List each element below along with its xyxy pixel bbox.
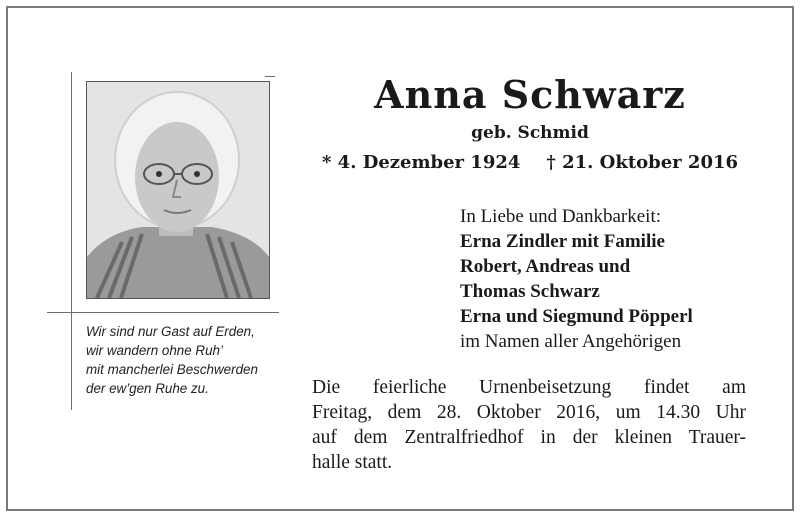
mourner-name: Robert, Andreas und bbox=[460, 256, 631, 277]
divider-vertical bbox=[71, 72, 72, 410]
poem-line: mit mancherlei Beschwerden bbox=[86, 362, 258, 377]
announcement-line: Die feierliche Urnenbeisetzung findet am bbox=[312, 377, 746, 398]
birth-date: * 4. Dezember 1924 bbox=[322, 152, 521, 173]
poem-line: Wir sind nur Gast auf Erden, bbox=[86, 324, 255, 339]
portrait-icon bbox=[87, 82, 269, 298]
divider-horizontal bbox=[47, 312, 279, 313]
portrait-photo bbox=[86, 81, 270, 299]
poem-line: wir wandern ohne Ruh’ bbox=[86, 343, 223, 358]
funeral-announcement bbox=[312, 375, 746, 475]
announcement-line: halle statt. bbox=[312, 452, 393, 473]
mourners-block bbox=[460, 204, 693, 354]
poem bbox=[86, 322, 286, 398]
deceased-name: Anna Schwarz bbox=[374, 72, 686, 117]
mourners-intro: In Liebe und Dankbarkeit: bbox=[460, 206, 662, 227]
announcement-line: auf dem Zentralfriedhof in der kleinen Trauer- bbox=[312, 427, 746, 448]
maiden-name: geb. Schmid bbox=[471, 123, 589, 143]
mourner-name: Thomas Schwarz bbox=[460, 281, 600, 302]
mourner-name: Erna Zindler mit Familie bbox=[460, 231, 665, 252]
life-dates bbox=[322, 152, 738, 173]
announcement-line: Freitag, dem 28. Oktober 2016, um 14.30 Uhr bbox=[312, 402, 746, 423]
mourners-closing: im Namen aller Angehörigen bbox=[460, 331, 682, 352]
death-date: † 21. Oktober 2016 bbox=[546, 152, 739, 173]
divider-top-tick bbox=[265, 76, 275, 77]
poem-line: der ew’gen Ruhe zu. bbox=[86, 381, 209, 396]
mourner-name: Erna und Siegmund Pöpperl bbox=[460, 306, 693, 327]
